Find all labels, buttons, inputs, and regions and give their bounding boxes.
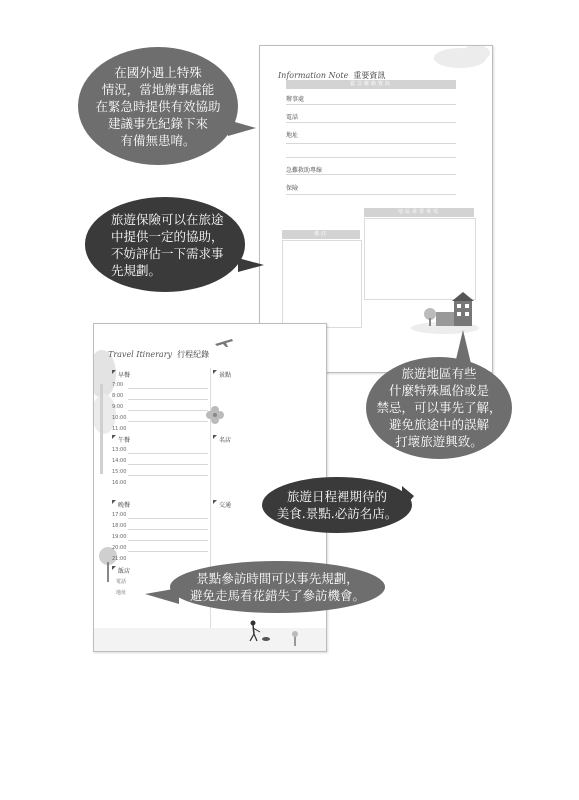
cloud-decoration-icon xyxy=(430,45,493,70)
row-line xyxy=(128,518,208,519)
time-slot: 20:00 xyxy=(112,545,127,551)
time-slot: 19:00 xyxy=(112,534,127,540)
transport-label: 交通 xyxy=(213,500,231,509)
emergency-header: 緊急聯絡資訊 xyxy=(286,80,456,89)
insurance-tip-text: 旅遊保險可以在旅途 中提供一定的協助， 不妨評估一下需求事 先規劃。 xyxy=(111,212,224,278)
customs-tip-bubble xyxy=(366,357,512,459)
row-line xyxy=(128,410,208,411)
itinerary-title-zh: 行程紀錄 xyxy=(177,350,210,359)
field-insurance-label: 保險 xyxy=(286,185,299,192)
time-slot: 21:00 xyxy=(112,556,127,562)
itinerary-script-title: Travel Itinerary xyxy=(108,350,173,359)
sights-label: 景點 xyxy=(213,370,231,379)
hotel-label: 飯店 xyxy=(112,566,130,575)
row-line xyxy=(128,529,208,530)
row-line xyxy=(128,475,208,476)
office-tip-text: 在國外遇上特殊 情況，當地辦事處能 在緊急時提供有效協助 建議事先紀錄下來 有備無患唷。 xyxy=(95,65,221,148)
field-line xyxy=(286,122,456,123)
sights-time-tip-bubble xyxy=(170,561,385,613)
field-phone-label: 電話 xyxy=(286,114,299,121)
local-notes-box xyxy=(364,218,476,300)
notes-header: 備註 xyxy=(282,230,360,239)
itinerary-title xyxy=(108,342,209,361)
local-notes-header: 地區重要事項 xyxy=(364,208,474,217)
time-slot: 17:00 xyxy=(112,512,127,518)
time-slot: 15:00 xyxy=(112,469,127,475)
food-tip-text: 旅遊日程裡期待的 美食.景點.必訪名店。 xyxy=(276,489,398,521)
field-line xyxy=(286,157,456,158)
row-line xyxy=(128,453,208,454)
insurance-tip-bubble xyxy=(85,197,245,292)
time-slot: 9:00 xyxy=(112,404,124,410)
notes-box xyxy=(282,240,362,328)
field-hotline-label: 急難救助專線 xyxy=(286,167,323,174)
time-slot: 18:00 xyxy=(112,523,127,529)
row-line xyxy=(128,399,208,400)
time-slot: 11:00 xyxy=(112,426,127,432)
time-slot: 13:00 xyxy=(112,447,127,453)
customs-tip-text: 旅遊地區有些 什麼特殊風俗或是 禁忌，可以事先了解， 避免旅途中的誤解 打壞旅遊興致。 xyxy=(376,366,502,449)
time-slot: 8:00 xyxy=(112,393,124,399)
hotel-phone-label: 電話 xyxy=(116,579,127,585)
row-line xyxy=(128,388,208,389)
dinner-label: 晚餐 xyxy=(112,500,130,509)
field-line xyxy=(286,194,456,195)
walking-person-dog-icon xyxy=(244,620,274,644)
field-office-label: 辦事處 xyxy=(286,96,305,103)
sights-time-tip-text: 景點參訪時間可以事先規劃， 避免走馬看花錯失了參訪機會。 xyxy=(189,571,365,603)
insurance-bubble-tail xyxy=(238,258,264,272)
food-tip-bubble xyxy=(262,477,412,533)
small-plant-icon xyxy=(290,630,300,646)
house-illustration-icon xyxy=(410,290,480,334)
hotel-address-label: 地址 xyxy=(116,590,127,596)
field-address-label: 地址 xyxy=(286,132,299,139)
lunch-label: 午餐 xyxy=(112,435,130,444)
time-slot: 10:00 xyxy=(112,415,127,421)
field-line xyxy=(286,104,456,105)
row-line xyxy=(128,551,208,552)
famous-shops-label: 名店 xyxy=(213,435,231,444)
row-line xyxy=(128,464,208,465)
info-title-zh: 重要資訊 xyxy=(353,71,386,80)
breakfast-label: 早餐 xyxy=(112,370,130,379)
info-script-title: Information Note xyxy=(278,71,349,80)
field-line xyxy=(286,143,456,144)
office-bubble-tail xyxy=(228,120,256,136)
flower-decoration-icon xyxy=(204,404,226,426)
row-line xyxy=(128,540,208,541)
airplane-icon xyxy=(214,336,234,348)
office-tip-bubble xyxy=(78,47,238,165)
field-line xyxy=(286,174,456,175)
time-slot: 16:00 xyxy=(112,480,127,486)
row-line xyxy=(128,421,208,422)
time-slot: 14:00 xyxy=(112,458,127,464)
time-slot: 7:00 xyxy=(112,382,124,388)
